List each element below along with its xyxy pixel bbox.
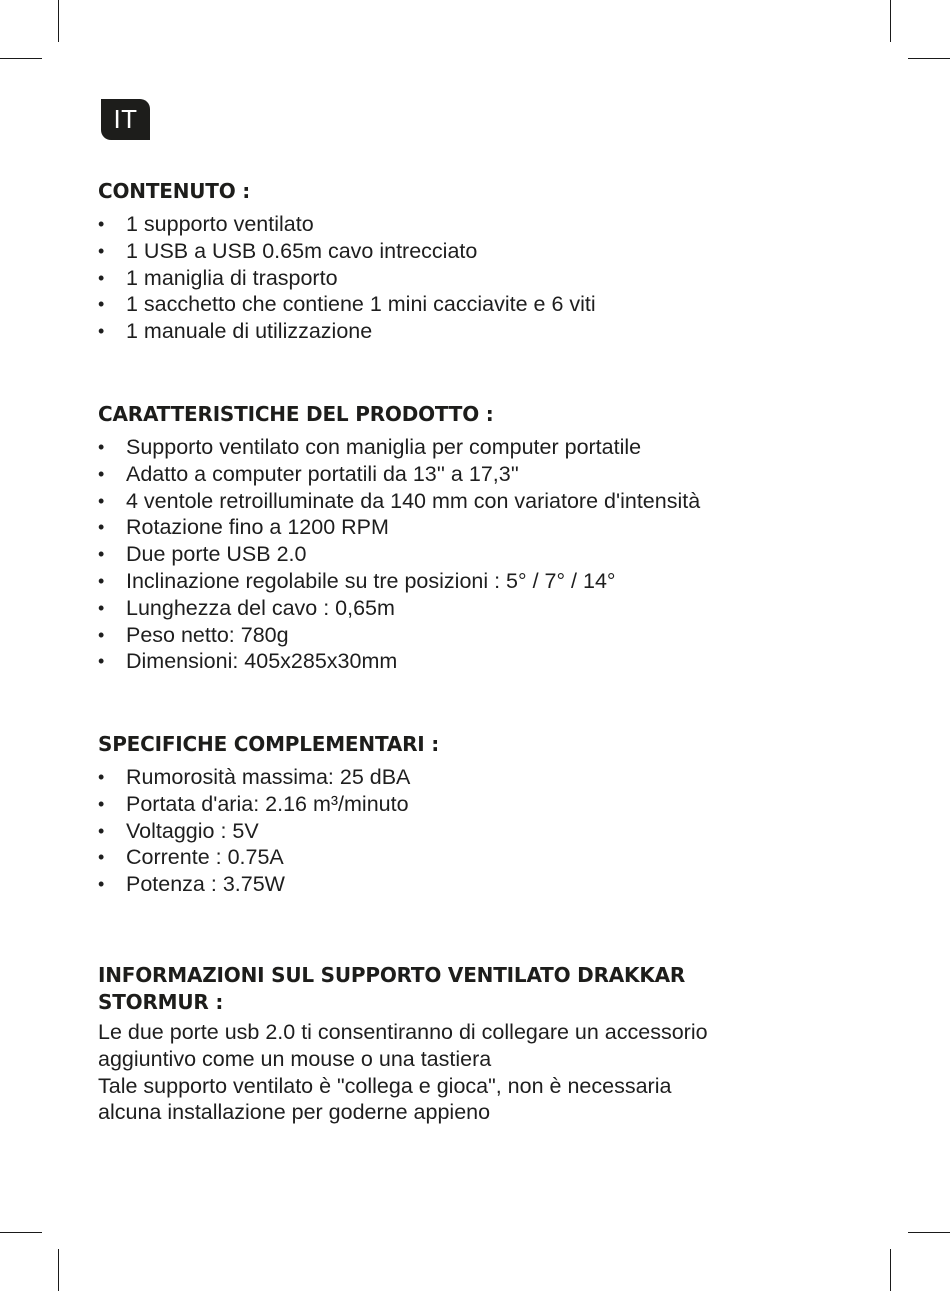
section-contents [98, 178, 858, 345]
list-item: • 1 manuale di utilizzazione [98, 319, 373, 344]
list-item: • Potenza : 3.75W [98, 872, 285, 897]
bullet: • [98, 490, 105, 511]
language-badge: IT [101, 99, 150, 140]
features-list [98, 434, 858, 675]
paragraph-line: Le due porte usb 2.0 ti consentiranno di collegare un accessorio [98, 1020, 708, 1044]
section-features [98, 401, 858, 675]
list-item: • Adatto a computer portatili da 13'' a 17,3'' [98, 461, 519, 486]
list-item: • Due porte USB 2.0 [98, 542, 307, 567]
list-item: • Supporto ventilato con maniglia per computer portatile [98, 435, 642, 459]
list-item: • Voltaggio : 5V [98, 818, 259, 843]
bullet: • [98, 437, 105, 457]
bullet: • [98, 517, 105, 538]
bullet: • [98, 294, 105, 315]
paragraph-line: alcuna installazione per goderne appieno [98, 1100, 491, 1125]
list-item: • Rumorosità massima: 25 dBA [98, 765, 411, 789]
bullet: • [98, 874, 105, 895]
bullet: • [98, 544, 105, 565]
crop-mark [890, 1249, 891, 1291]
section-heading [98, 962, 858, 1016]
list-item: • 1 maniglia di trasporto [98, 265, 338, 290]
list-item: • 1 supporto ventilato [98, 212, 314, 236]
bullet: • [98, 793, 105, 814]
list-item: • Corrente : 0.75A [98, 845, 284, 870]
bullet: • [98, 570, 105, 591]
paragraph-line: aggiuntivo come un mouse o una tastiera [98, 1046, 492, 1071]
list-item: • Rotazione fino a 1200 RPM [98, 515, 389, 540]
bullet: • [98, 597, 105, 618]
bullet: • [98, 463, 105, 484]
list-item: • Portata d'aria: 2.16 m³/minuto [98, 791, 409, 816]
section-heading: CARATTERISTICHE DEL PRODOTTO : [98, 402, 494, 426]
bullet: • [98, 651, 105, 672]
crop-mark [890, 0, 891, 42]
list-item: • Inclinazione regolabile su tre posizioni : 5° / 7° / 14° [98, 568, 616, 593]
bullet: • [98, 214, 105, 234]
specs-list [98, 764, 858, 898]
bullet: • [98, 321, 105, 342]
list-item: • 1 sacchetto che contiene 1 mini cacciavite e 6 viti [98, 292, 596, 317]
section-heading: SPECIFICHE COMPLEMENTARI : [98, 732, 440, 756]
heading-line: STORMUR : [98, 990, 224, 1014]
section-heading: CONTENUTO : [98, 179, 251, 203]
bullet: • [98, 240, 105, 261]
crop-mark [0, 58, 42, 59]
contents-list [98, 211, 858, 345]
bullet: • [98, 767, 105, 787]
crop-mark [58, 0, 59, 42]
list-item: • 4 ventole retroilluminate da 140 mm con variatore d'intensità [98, 488, 701, 513]
list-item: • Peso netto: 780g [98, 622, 289, 647]
list-item: • Dimensioni: 405x285x30mm [98, 649, 398, 674]
section-specs [98, 731, 858, 898]
list-item: • Lunghezza del cavo : 0,65m [98, 595, 395, 620]
bullet: • [98, 624, 105, 645]
info-paragraph [98, 1019, 858, 1126]
paragraph-line: Tale supporto ventilato è "collega e gioca", non è necessaria [98, 1073, 672, 1098]
section-info [98, 962, 858, 1126]
heading-line: INFORMAZIONI SUL SUPPORTO VENTILATO DRAKKAR [98, 963, 686, 987]
bullet: • [98, 267, 105, 288]
crop-mark [908, 1232, 950, 1233]
crop-mark [58, 1249, 59, 1291]
bullet: • [98, 847, 105, 868]
bullet: • [98, 820, 105, 841]
crop-mark [908, 58, 950, 59]
list-item: • 1 USB a USB 0.65m cavo intrecciato [98, 238, 478, 263]
crop-mark [0, 1232, 42, 1233]
